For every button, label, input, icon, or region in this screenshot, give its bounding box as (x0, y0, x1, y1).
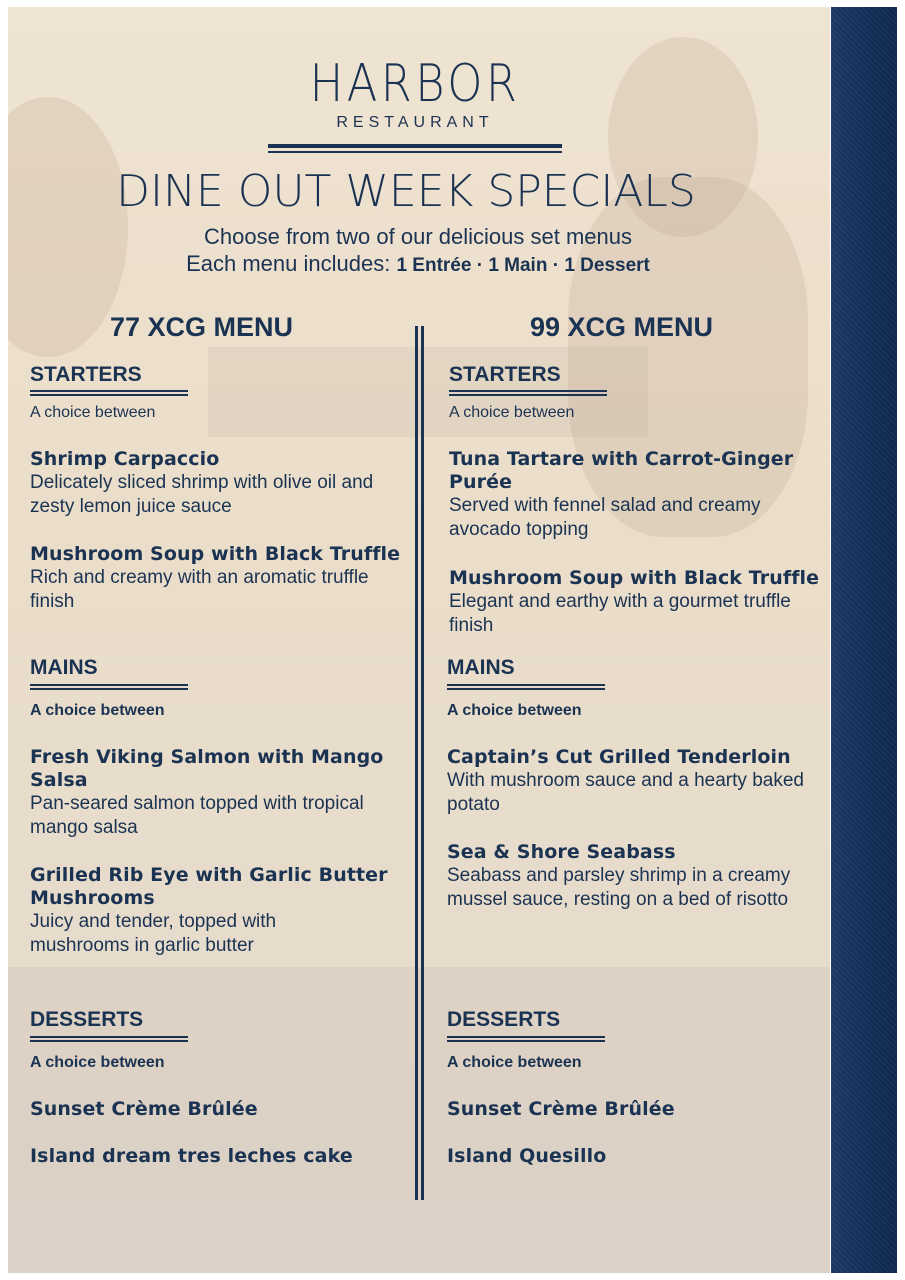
includes-prefix: Each menu includes: (186, 251, 391, 276)
menu77-mains-choice: A choice between (30, 702, 165, 719)
item-name: Island Quesillo (447, 1145, 607, 1167)
menu77-starters-choice: A choice between (30, 404, 156, 421)
menu77-mains-title: MAINS (30, 656, 98, 679)
item-description: Juicy and tender, topped with mushrooms in garlic butter (30, 911, 277, 956)
logo-subtitle: RESTAURANT (336, 114, 494, 131)
menu99-main-2 (447, 841, 823, 911)
item-name: Shrimp Carpaccio (30, 448, 220, 470)
menu77-main-1 (30, 746, 400, 839)
menu77-mains-rule (30, 684, 188, 690)
item-name: Sunset Crème Brûlée (30, 1098, 258, 1120)
column-divider-left (415, 326, 418, 1200)
side-band (831, 7, 897, 1273)
logo-rule-top (268, 144, 562, 148)
logo-rule-bottom (268, 151, 562, 153)
item-description: Rich and creamy with an aromatic truffle finish (30, 567, 369, 612)
menu99-main-1 (447, 746, 823, 816)
menu77-desserts-rule (30, 1036, 188, 1042)
item-name: Captain’s Cut Grilled Tenderloin (447, 746, 791, 768)
menu99-desserts-rule (447, 1036, 605, 1042)
menu77-starters-title: STARTERS (30, 363, 142, 386)
page-title: DINE OUT WEEK SPECIALS (116, 166, 696, 217)
menu77-dessert-1 (30, 1098, 410, 1121)
menu99-starters-choice: A choice between (449, 404, 575, 421)
menu77-desserts-title: DESSERTS (30, 1008, 144, 1031)
menu99-mains-choice: A choice between (447, 702, 582, 719)
includes-line (0, 251, 836, 277)
item-description: Pan-seared salmon topped with tropical mango salsa (30, 793, 364, 838)
item-description: Served with fennel salad and creamy avocado topping (449, 495, 761, 540)
menu99-mains-rule (447, 684, 605, 690)
menu99-starter-2 (449, 567, 825, 637)
menu77-dessert-2 (30, 1145, 410, 1168)
item-description: With mushroom sauce and a hearty baked potato (447, 770, 804, 815)
menu99-mains-title: MAINS (447, 656, 515, 679)
menu77-starter-2 (30, 543, 420, 613)
menu99-starter-1 (449, 448, 825, 541)
menu77-desserts-choice: A choice between (30, 1054, 165, 1071)
item-name: Island dream tres leches cake (30, 1145, 353, 1167)
item-name: Grilled Rib Eye with Garlic Butter Mushrooms (30, 864, 388, 909)
item-name: Fresh Viking Salmon with Mango Salsa (30, 746, 384, 791)
item-description: Elegant and earthy with a gourmet truffle finish (449, 591, 791, 636)
menu99-desserts-choice: A choice between (447, 1054, 582, 1071)
menu99-starters-rule (449, 390, 607, 396)
menu77-starter-1 (30, 448, 410, 518)
menu99-dessert-1 (447, 1098, 827, 1121)
menu77-title: 77 XCG MENU (110, 312, 294, 342)
column-divider-right (421, 326, 424, 1200)
includes-items: 1 Entrée · 1 Main · 1 Dessert (396, 255, 650, 276)
menu77-starters-rule (30, 390, 188, 396)
item-name: Mushroom Soup with Black Truffle (30, 543, 401, 565)
item-name: Sunset Crème Brûlée (447, 1098, 675, 1120)
item-description: Seabass and parsley shrimp in a creamy mussel sauce, resting on a bed of risotto (447, 865, 791, 910)
intro-line: Choose from two of our delicious set menus (204, 224, 632, 249)
item-name: Mushroom Soup with Black Truffle (449, 567, 820, 589)
menu77-main-2 (30, 864, 400, 957)
menu99-desserts-title: DESSERTS (447, 1008, 561, 1031)
menu99-starters-title: STARTERS (449, 363, 561, 386)
logo-wordmark: HARBOR (309, 54, 521, 114)
menu99-dessert-2 (447, 1145, 827, 1168)
item-name: Tuna Tartare with Carrot-Ginger Purée (449, 448, 794, 493)
menu99-title: 99 XCG MENU (530, 312, 714, 342)
item-description: Delicately sliced shrimp with olive oil and zesty lemon juice sauce (30, 472, 374, 517)
item-name: Sea & Shore Seabass (447, 841, 676, 863)
